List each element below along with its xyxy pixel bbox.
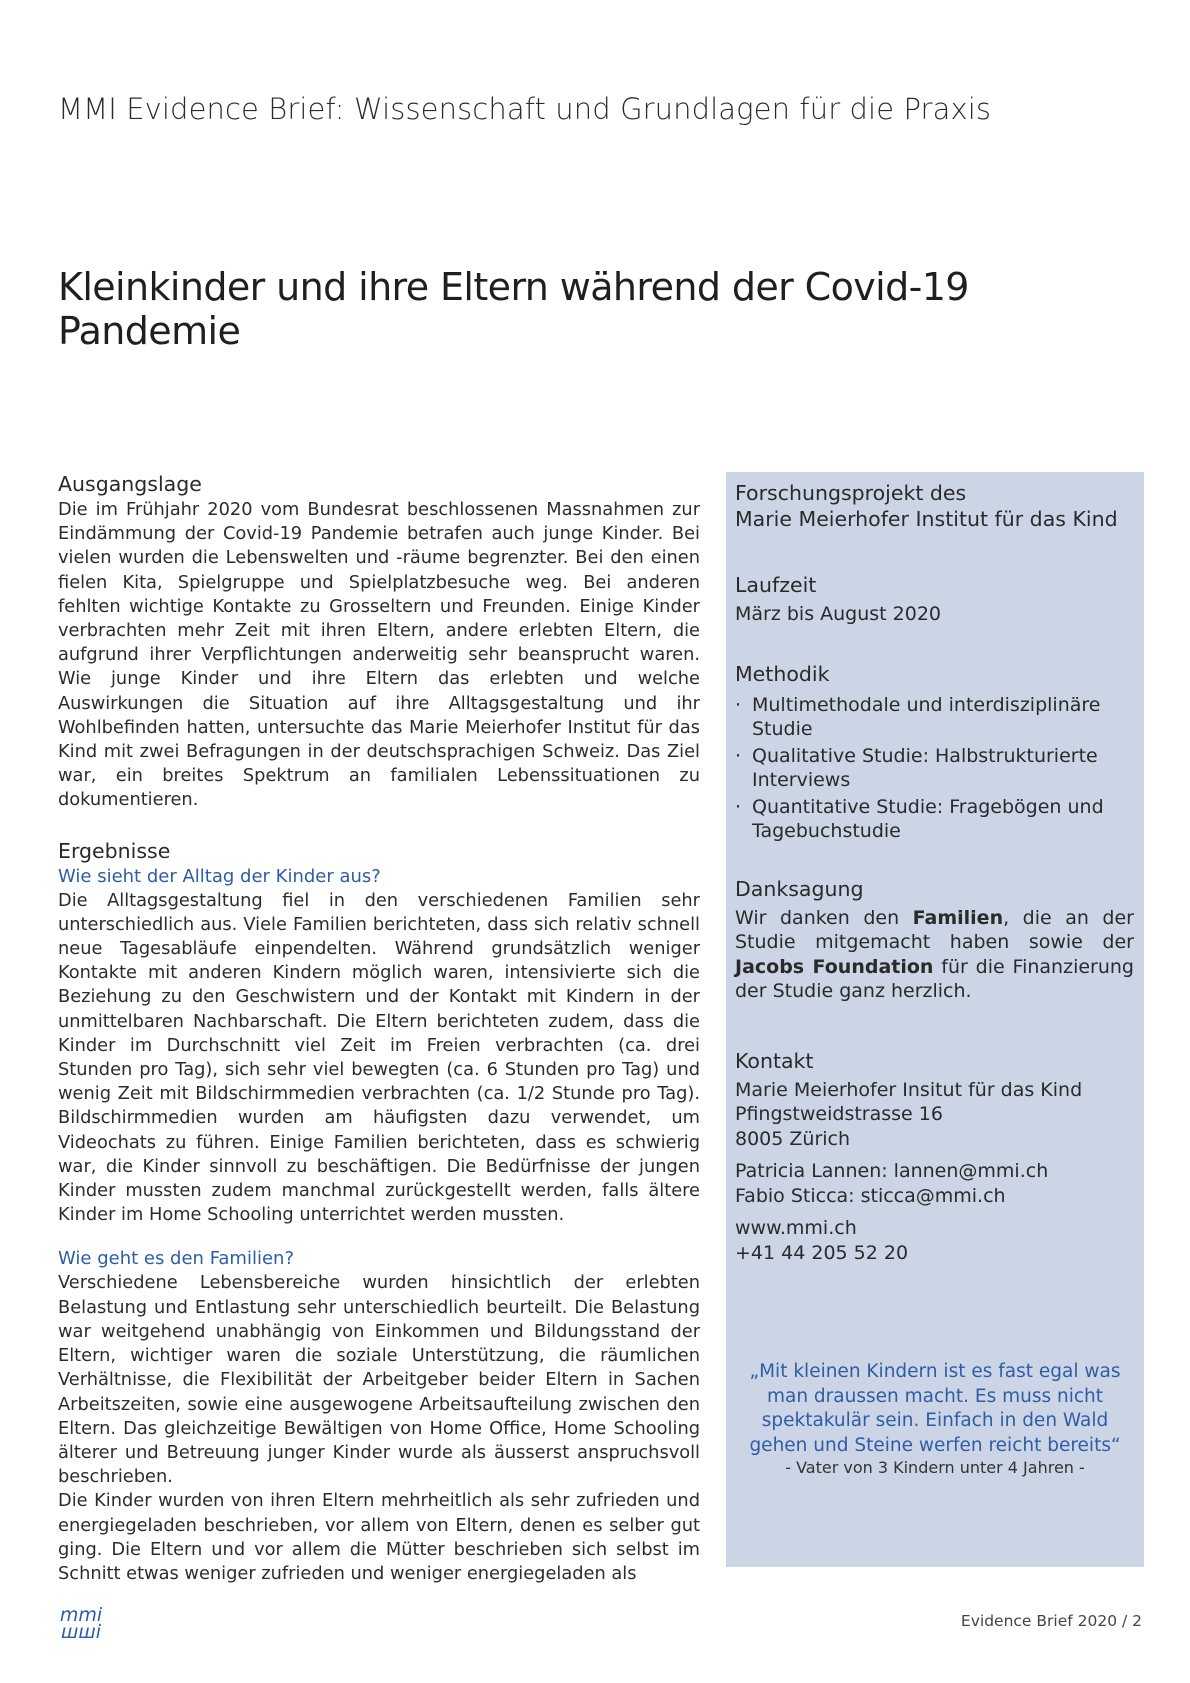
quote-line: „Mit kleinen Kindern ist es fast egal was xyxy=(749,1361,1121,1382)
logo-text-bottom: шші xyxy=(60,1621,102,1643)
parent-quote xyxy=(726,1360,1144,1458)
section-heading-ergebnisse: Ergebnisse xyxy=(58,838,171,863)
page-title: Kleinkinder und ihre Eltern während der Covid-19 Pandemie xyxy=(58,265,969,353)
list-item: · Qualitative Studie: Halbstrukturierte Interviews xyxy=(735,744,1134,793)
main-content xyxy=(58,470,700,1586)
thanks-bold-foundation: Jacobs Foundation xyxy=(735,955,934,978)
duration-text: März bis August 2020 xyxy=(735,603,942,625)
thanks-heading: Danksagung xyxy=(735,876,864,901)
thanks-bold-families: Familien xyxy=(912,906,1004,929)
contact-address-line: 8005 Zürich xyxy=(735,1127,851,1150)
contact-person: Fabio Sticca: sticca@mmi.ch xyxy=(735,1184,1006,1207)
paragraph-ausgangslage: Die im Frühjahr 2020 vom Bundesrat beschlossenen Massnahmen zur Eindämmung der Covid-19 Pandemie betrafen auch junge Kinder. Bei vielen wurden die Lebenswelten und -räume begrenzter. Bei den einen fielen Kita, Spielgruppe und Spielplatzbesuche weg. Bei anderen fehlten wichtige Kontakte zu Grosseltern und Freunden. Einige Kinder verbrachten mehr Zeit mit ihren Eltern, andere erlebten Eltern, die aufgrund ihrer Verpflichtungen anderweitig sehr beansprucht waren. Wie junge Kinder und ihre Eltern das erlebten und welche Auswirkungen die Situation auf ihre Alltagsgestaltung und ihr Wohlbefinden hatten, untersuchte das Marie Meierhofer Institut für das Kind mit zwei Befragungen in der deutschsprachigen Schweiz. Das Ziel war, ein breites Spektrum an familialen Lebenssituationen zu dokumentieren. xyxy=(58,499,700,811)
series-title: MMI Evidence Brief: Wissenschaft und Grundlagen für die Praxis xyxy=(58,92,992,126)
quote-line: man draussen macht. Es muss nicht xyxy=(766,1385,1104,1407)
subheading-alltag: Wie sieht der Alltag der Kinder aus? xyxy=(58,865,381,887)
list-item: · Multimethodale und interdisziplinäre Studie xyxy=(735,693,1134,742)
method-heading: Methodik xyxy=(735,661,830,686)
list-item: · Quantitative Studie: Fragebögen und Tagebuchstudie xyxy=(735,795,1134,844)
section-heading-ausgangslage: Ausgangslage xyxy=(58,472,202,496)
subheading-familien: Wie geht es den Familien? xyxy=(58,1248,294,1270)
contact-heading: Kontakt xyxy=(735,1048,814,1073)
quote-line: spektakulär sein. Einfach in den Wald xyxy=(761,1410,1109,1431)
mmi-logo xyxy=(58,1605,104,1643)
logo-text-top: mmi xyxy=(59,1605,103,1626)
contact-person: Patricia Lannen: lannen@mmi.ch xyxy=(735,1160,1049,1182)
paragraph-alltag: Die Alltagsgestaltung fiel in den verschiedenen Familien sehr unterschiedlich aus. Viele Familien berichteten, dass sich relativ schnell neue Tagesabläufe einpendelten. Während grundsätzlich weniger Kontakte mit anderen Kindern möglich waren, intensivierte sich die Beziehung zu den Geschwistern und der Kontakt mit Kindern in der unmittelbaren Nachbarschaft. Die Eltern berichteten zudem, dass die Kinder im Durchschnitt viel Zeit im Freien verbrachten (ca. drei Stunden pro Tag), sich sehr viel bewegten (ca. 6 Stunden pro Tag) und wenig Zeit mit Bildschirmmedien verbrachten (ca. 1/2 Stunde pro Tag). Bildschirmmedien wurden am häufigsten dazu verwendet, um Videochats zu führen. Einige Familien berichteten, dass es schwierig war, die Kinder sinnvoll zu beschäftigen. Die Bedürfnisse der jungen Kinder mussten zudem manchmal zurückgestellt werden, falls ältere Kinder im Home Schooling unterrichtet werden mussten. xyxy=(58,889,700,1226)
info-sidebar xyxy=(726,472,1144,1567)
contact-phone: +41 44 205 52 20 xyxy=(735,1241,909,1264)
contact-address-line: Marie Meierhofer Insitut für das Kind xyxy=(735,1078,1083,1101)
project-line-1: Forschungsprojekt des xyxy=(735,481,967,505)
quote-line: gehen und Steine werfen reicht bereits“ xyxy=(749,1434,1121,1456)
page-footer-label: Evidence Brief 2020 / 2 xyxy=(960,1612,1142,1630)
paragraph-familien-2: Die Kinder wurden von ihren Eltern mehrheitlich als sehr zufrieden und energiegeladen beschrieben, vor allem von Eltern, denen es selber gut ging. Die Eltern und vor allem die Mütter beschrieben sich selbst im Schnitt etwas weniger zufrieden und weniger energiegeladen als xyxy=(58,1490,700,1584)
thanks-text: Wir danken den Familien, die an der Studie mitgemacht haben sowie der Jacobs Foundation für die Finanzierung der Studie ganz herzlich. xyxy=(735,906,1134,1002)
duration-heading: Laufzeit xyxy=(735,573,817,597)
method-list xyxy=(735,693,1134,844)
quote-attribution: - Vater von 3 Kindern unter 4 Jahren - xyxy=(785,1458,1085,1477)
contact-address-line: Pfingstweidstrasse 16 xyxy=(735,1103,943,1125)
contact-website: www.mmi.ch xyxy=(735,1217,857,1239)
paragraph-familien-1: Verschiedene Lebensbereiche wurden hinsichtlich der erlebten Belastung und Entlastung sehr unterschiedlich beurteilt. Die Belastung war weitgehend unabhängig von Einkommen und Bildungsstand der Eltern, wichtiger waren die soziale Unterstützung, die räumlichen Verhältnisse, die Flexibilität der Arbeitgeber beider Eltern in Sachen Arbeitszeiten, sowie eine ausgewogene Arbeitsaufteilung zwischen den Eltern. Das gleichzeitige Bewältigen von Home Office, Home Schooling älterer und Betreuung junger Kinder wurde als äusserst anspruchsvoll beschrieben. xyxy=(58,1272,700,1488)
project-line-2: Marie Meierhofer Institut für das Kind xyxy=(735,507,1118,531)
